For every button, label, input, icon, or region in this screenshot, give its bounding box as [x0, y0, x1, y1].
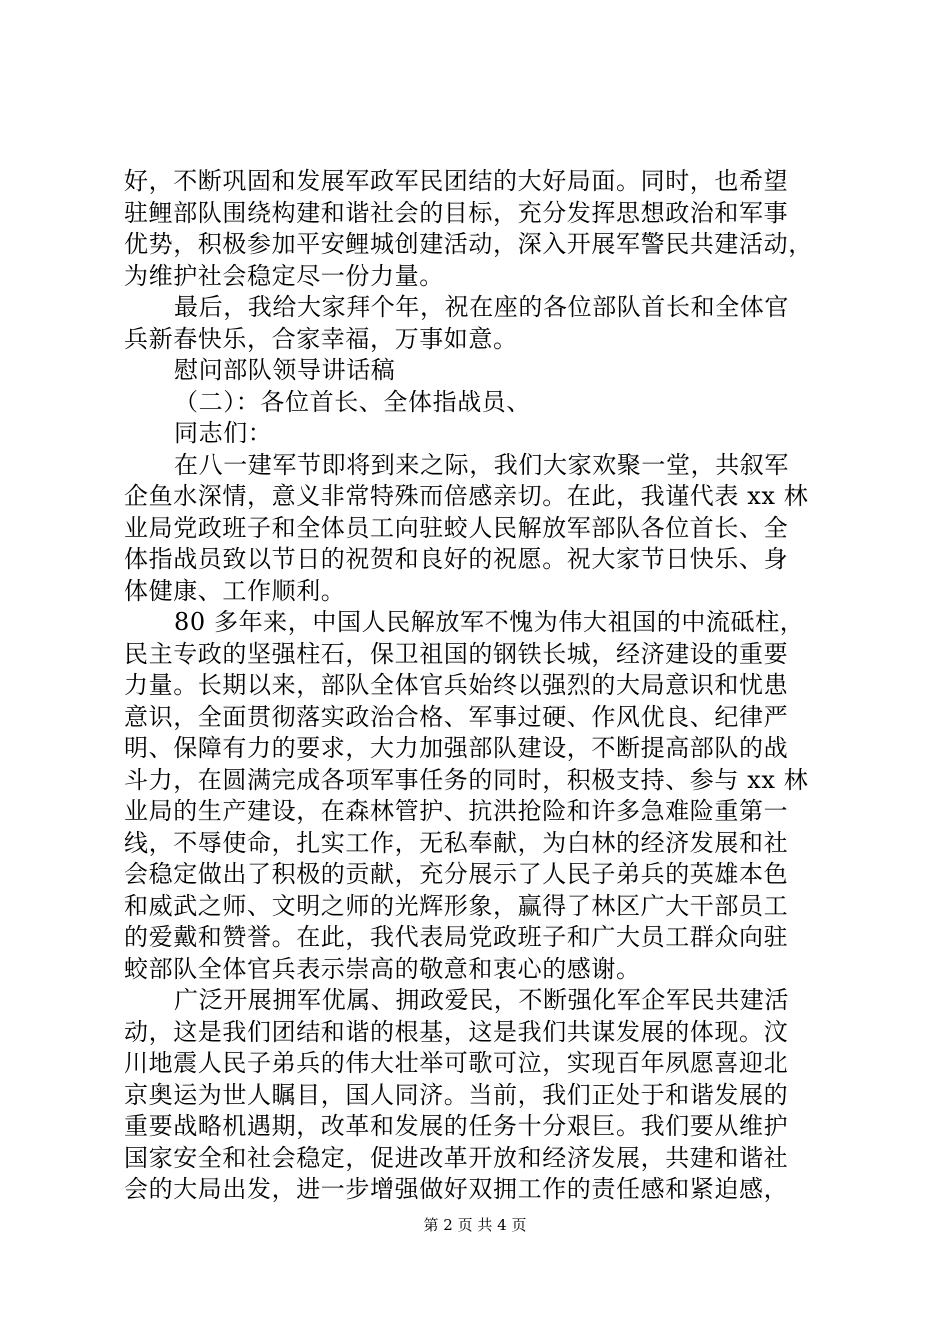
text-line: 国家安全和社会稳定，促进改革开放和经济发展，共建和谐社	[124, 1143, 789, 1172]
text-line: 驻鲤部队围绕构建和谐社会的目标，充分发挥思想政治和军事	[124, 198, 789, 227]
text-line: 线，不辱使命，扎实工作，无私奉献，为白林的经济发展和社	[124, 828, 789, 857]
text-line: 体健康、工作顺利。	[124, 576, 346, 605]
text-line: 川地震人民子弟兵的伟大壮举可歌可泣，实现百年夙愿喜迎北	[124, 1049, 789, 1077]
text-line: （二）：各位首长、全体指战员、	[174, 387, 531, 416]
document-body	[124, 166, 844, 1206]
text-line: 蛟部队全体官兵表示崇高的敬意和衷心的感谢。	[124, 954, 641, 983]
text-line: 广泛开展拥军优属、拥政爱民，不断强化军企军民共建活	[174, 986, 789, 1014]
text-line: 斗力，在圆满完成各项军事任务的同时，积极支持、参与 xx 林	[124, 765, 809, 794]
text-line: 业局党政班子和全体员工向驻蛟人民解放军部队各位首长、全	[124, 513, 789, 542]
text-line: 兵新春快乐，合家幸福，万事如意。	[124, 324, 518, 353]
text-line: 会稳定做出了积极的贡献，充分展示了人民子弟兵的英雄本色	[124, 860, 789, 888]
text-line: 为维护社会稳定尽一份力量。	[124, 261, 444, 290]
text-line: 意识，全面贯彻落实政治合格、军事过硬、作风优良、纪律严	[124, 702, 789, 731]
text-line: 会的大局出发，进一步增强做好双拥工作的责任感和紧迫感，	[124, 1175, 789, 1203]
page-number-footer: 第 2 页 共 4 页	[423, 1216, 527, 1234]
text-line: 力量。长期以来，部队全体官兵始终以强烈的大局意识和忧患	[124, 671, 789, 699]
text-line: 的爱戴和赞誉。在此，我代表局党政班子和广大员工群众向驻	[124, 923, 789, 951]
text-line: 优势，积极参加平安鲤城创建活动，深入开展军警民共建活动，	[124, 230, 813, 258]
text-line: 和威武之师、文明之师的光辉形象，赢得了林区广大干部员工	[124, 891, 789, 920]
text-line: 明、保障有力的要求，大力加强部队建设，不断提高部队的战	[124, 734, 789, 762]
text-line: 业局的生产建设，在森林管护、抗洪抢险和许多急难险重第一	[124, 797, 789, 825]
text-line: 同志们：	[174, 419, 273, 447]
text-line: 京奥运为世人瞩目，国人同济。当前，我们正处于和谐发展的	[124, 1080, 789, 1109]
text-line: 慰问部队领导讲话稿	[174, 356, 396, 384]
text-line: 动，这是我们团结和谐的根基，这是我们共谋发展的体现。汶	[124, 1017, 789, 1046]
text-line: 在八一建军节即将到来之际，我们大家欢聚一堂，共叙军	[174, 450, 789, 479]
text-line: 最后，我给大家拜个年，祝在座的各位部队首长和全体官	[174, 293, 789, 321]
text-line: 体指战员致以节日的祝贺和良好的祝愿。祝大家节日快乐、身	[124, 545, 789, 573]
text-line: 民主专政的坚强柱石，保卫祖国的钢铁长城，经济建设的重要	[124, 639, 789, 668]
text-line: 重要战略机遇期，改革和发展的任务十分艰巨。我们要从维护	[124, 1112, 789, 1140]
text-line: 好，不断巩固和发展军政军民团结的大好局面。同时，也希望	[124, 167, 789, 195]
text-line: 80 多年来，中国人民解放军不愧为伟大祖国的中流砥柱，	[174, 608, 805, 636]
text-line: 企鱼水深情，意义非常特殊而倍感亲切。在此，我谨代表 xx 林	[124, 482, 809, 510]
